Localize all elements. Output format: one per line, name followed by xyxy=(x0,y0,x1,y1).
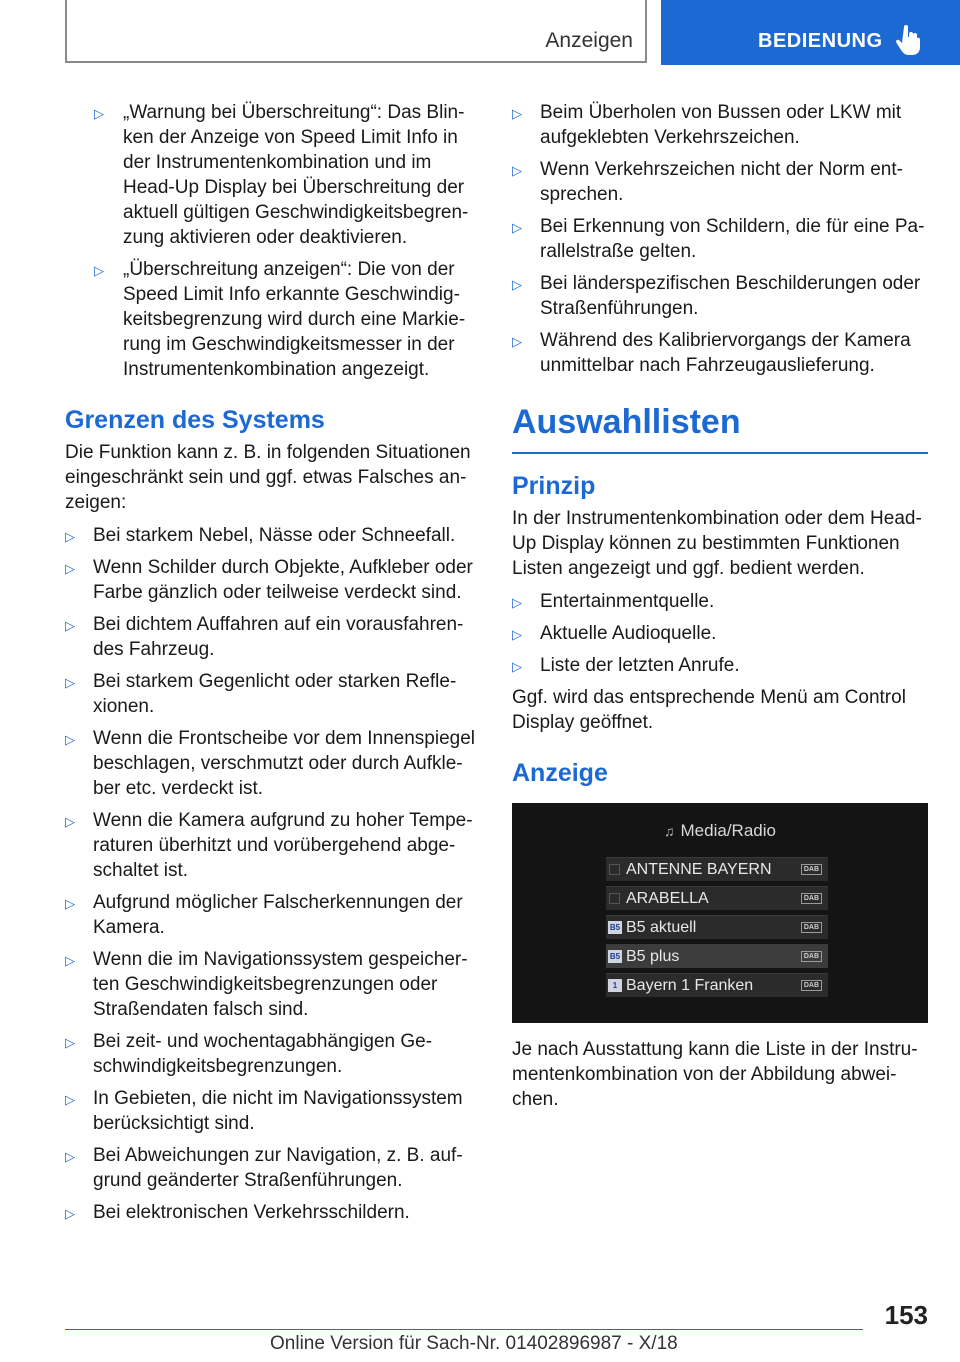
list-item: ▷ Bei zeit- und wochentagabhängigen Ge-schwindigkeitsbegrenzungen. xyxy=(65,1031,433,1077)
bullet-icon: ▷ xyxy=(94,106,104,121)
station-logo-icon: B5 xyxy=(609,952,621,961)
page-number: 153 xyxy=(884,1300,928,1330)
menu-note: Ggf. wird das entsprechende Menü am Control Display geöffnet. xyxy=(512,687,906,733)
list-item: ▷ Bei länderspezifischen Beschilderungen oder Straßenführungen. xyxy=(512,273,921,319)
section-title: Anzeigen xyxy=(545,29,633,52)
principle-heading: Prinzip xyxy=(512,472,596,500)
station-row-selected: B5 B5 plus DAB xyxy=(606,944,828,968)
list-item: ▷ Bei starkem Gegenlicht oder starken Refle-xionen. xyxy=(65,671,457,717)
list-item: ▷ Wenn die Frontscheibe vor dem Innenspiegel beschlagen, verschmutzt oder durch Aufkle-ber etc. verdeckt ist. xyxy=(65,728,475,799)
bullet-icon: ▷ xyxy=(94,263,104,278)
principle-text: In der Instrumentenkombination oder dem Head-Up Display können zu bestimmten Funktionen Listen angezeigt und ggf. bedient werden. xyxy=(512,508,922,579)
bullet-icon: ▷ xyxy=(65,1035,75,1050)
bullet-icon: ▷ xyxy=(65,1092,75,1107)
bullet-icon: ▷ xyxy=(65,1149,75,1164)
chapter-tab[interactable] xyxy=(661,0,960,65)
bullet-icon: ▷ xyxy=(65,618,75,633)
screen-title: ♫ Media/Radio xyxy=(664,821,776,840)
bullet-icon: ▷ xyxy=(512,163,522,178)
bullet-icon: ▷ xyxy=(65,675,75,690)
list-item: ▷ Bei starkem Nebel, Nässe oder Schneefall. xyxy=(65,523,480,548)
dab-tag: DAB xyxy=(801,893,822,904)
hand-pointer-icon xyxy=(895,25,921,55)
list-item: ▷ Bei Erkennung von Schildern, die für eine Pa-rallelstraße gelten. xyxy=(512,216,925,262)
bullet-icon: ▷ xyxy=(512,220,522,235)
station-logo-placeholder xyxy=(609,893,620,904)
list-item: ▷ In Gebieten, die nicht im Navigationssystem berücksichtigt sind. xyxy=(65,1088,463,1134)
limits-list-continued xyxy=(512,100,928,378)
list-item: ▷ „Überschreitung anzeigen“: Die von der Speed Limit Info erkannte Geschwindig-keitsbegrenzung wird durch eine Markie-rung im Geschwindigkeitsmesser in der Instrumentenkombination angezeigt. xyxy=(94,259,466,380)
station-logo-icon: B5 xyxy=(609,923,621,932)
footer-rule xyxy=(65,1329,863,1330)
list-item: ▷ Während des Kalibriervorgangs der Kamera unmittelbar nach Fahrzeugauslieferung. xyxy=(512,330,911,376)
media-radio-icon: ♫ xyxy=(664,823,675,839)
list-item: ▷ Liste der letzten Anrufe. xyxy=(512,653,928,678)
dab-tag: DAB xyxy=(801,951,822,962)
list-item: ▷ Wenn die Kamera aufgrund zu hoher Tempe-raturen überhitzt und vorübergehend abge-schaltet ist. xyxy=(65,810,473,881)
media-list-screenshot xyxy=(512,803,928,1023)
bullet-icon: ▷ xyxy=(512,106,522,121)
dab-tag: DAB xyxy=(801,922,822,933)
bullet-icon: ▷ xyxy=(65,814,75,829)
chapter-tab-label: BEDIENUNG xyxy=(758,30,883,52)
list-item: ▷ Bei dichtem Auffahren auf ein vorausfahren-des Fahrzeug. xyxy=(65,614,464,660)
station-logo-placeholder xyxy=(609,864,620,875)
limits-intro: Die Funktion kann z. B. in folgenden Situationen eingeschränkt sein und ggf. etwas Falsches an-zeigen: xyxy=(65,442,471,513)
dab-tag: DAB xyxy=(801,980,822,991)
dab-tag: DAB xyxy=(801,864,822,875)
chapter-title: Auswahllisten xyxy=(512,403,741,441)
bullet-icon: ▷ xyxy=(512,277,522,292)
principle-list xyxy=(512,589,928,678)
station-row: ANTENNE BAYERN DAB xyxy=(606,857,828,881)
list-item: ▷ Bei elektronischen Verkehrsschildern. xyxy=(65,1200,480,1225)
bullet-icon: ▷ xyxy=(512,627,522,642)
list-item: ▷ Wenn die im Navigationssystem gespeicher-ten Geschwindigkeitsbegrenzungen oder Straßendaten falsch sind. xyxy=(65,949,468,1020)
bullet-icon: ▷ xyxy=(65,953,75,968)
bullet-icon: ▷ xyxy=(512,659,522,674)
list-item: ▷ Beim Überholen von Bussen oder LKW mit aufgeklebten Verkehrszeichen. xyxy=(512,102,902,148)
screenshot-caption: Je nach Ausstattung kann die Liste in der Instru-mentenkombination von der Abbildung abwei-chen. xyxy=(512,1039,918,1110)
list-item: ▷ Bei Abweichungen zur Navigation, z. B. auf-grund geänderter Straßenführungen. xyxy=(65,1145,463,1191)
limits-list xyxy=(65,523,480,1225)
list-item: ▷ Aktuelle Audioquelle. xyxy=(512,621,928,646)
bullet-icon: ▷ xyxy=(512,334,522,349)
header-section-box xyxy=(65,0,647,63)
display-heading: Anzeige xyxy=(512,759,608,787)
chapter-title-rule xyxy=(512,452,928,454)
limits-heading: Grenzen des Systems xyxy=(65,406,325,434)
bullet-icon: ▷ xyxy=(65,732,75,747)
bullet-icon: ▷ xyxy=(65,529,75,544)
left-column xyxy=(65,100,480,1232)
station-row: 1 Bayern 1 Franken DAB xyxy=(606,973,828,997)
station-row: ARABELLA DAB xyxy=(606,886,828,910)
right-column xyxy=(512,100,928,1120)
list-item: ▷ Wenn Verkehrszeichen nicht der Norm ent-sprechen. xyxy=(512,159,903,205)
list-item: ▷ „Warnung bei Überschreitung“: Das Blin-ken der Anzeige von Speed Limit Info in der Instrumentenkombination und im Head-Up Display bei Überschreitung der aktuell gültigen Geschwindigkeitsbegren-zung aktivieren oder deaktivieren. xyxy=(94,102,469,248)
list-item: ▷ Aufgrund möglicher Falscherkennungen der Kamera. xyxy=(65,892,463,938)
bullet-icon: ▷ xyxy=(65,896,75,911)
bullet-icon: ▷ xyxy=(65,1206,75,1221)
speed-limit-options-list xyxy=(94,100,480,382)
station-row: B5 B5 aktuell DAB xyxy=(606,915,828,939)
station-logo-icon: 1 xyxy=(608,979,622,992)
list-item: ▷ Wenn Schilder durch Objekte, Aufkleber oder Farbe gänzlich oder teilweise verdeckt sind. xyxy=(65,557,473,603)
bullet-icon: ▷ xyxy=(512,595,522,610)
online-version-note: Online Version für Sach-Nr. 01402896987 - X/18 xyxy=(270,1333,678,1354)
list-item: ▷ Entertainmentquelle. xyxy=(512,589,928,614)
bullet-icon: ▷ xyxy=(65,561,75,576)
